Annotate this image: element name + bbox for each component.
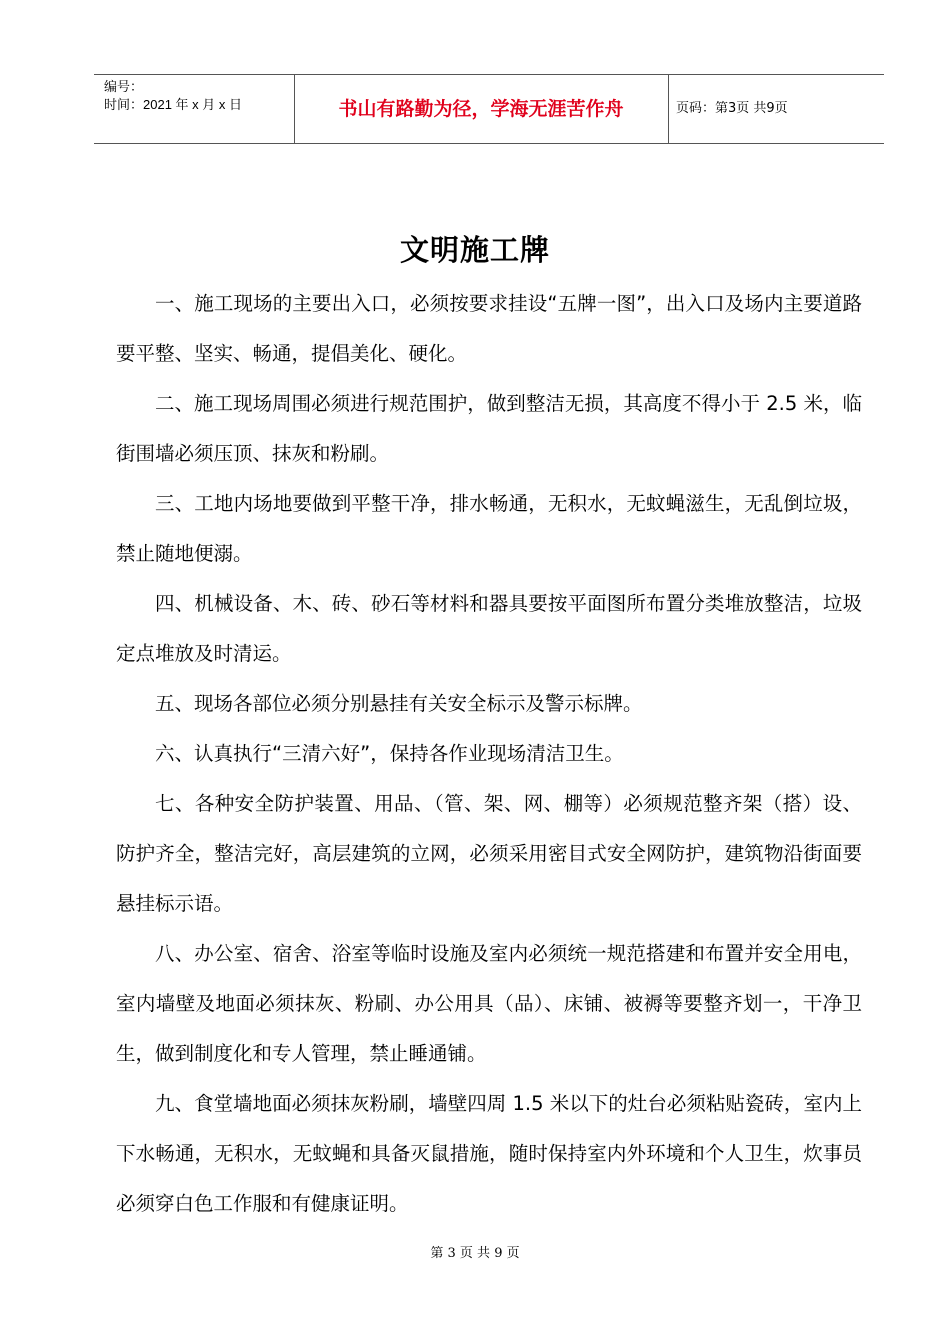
document-time-label: 时间：2021 年 x 月 x 日 bbox=[104, 97, 242, 112]
paragraph-2: 二、施工现场周围必须进行规范围护，做到整洁无损，其高度不得小于 2.5 米，临街围墙必须压顶、抹灰和粉刷。 bbox=[116, 392, 862, 465]
paragraph-1: 一、施工现场的主要出入口，必须按要求挂设“五牌一图”，出入口及场内主要道路要平整、坚实、畅通，提倡美化、硬化。 bbox=[116, 292, 862, 365]
header-page-info: 页码：第3页 共9页 bbox=[676, 101, 788, 116]
paragraph-8: 八、办公室、宿舍、浴室等临时设施及室内必须统一规范搭建和布置并安全用电，室内墙壁及地面必须抹灰、粉刷、办公用具（品）、床铺、被褥等要整齐划一，干净卫生，做到制度化和专人管理，禁止睡通铺。 bbox=[116, 942, 862, 1065]
header-motto: 书山有路勤为径，学海无涯苦作舟 bbox=[338, 98, 624, 120]
paragraph-3: 三、工地内场地要做到平整干净，排水畅通，无积水，无蚊蝇滋生，无乱倒垃圾，禁止随地便溺。 bbox=[116, 492, 862, 565]
paragraph-4: 四、机械设备、木、砖、砂石等材料和器具要按平面图所布置分类堆放整洁，垃圾定点堆放及时清运。 bbox=[116, 592, 862, 665]
document-number-label: 编号： bbox=[104, 79, 144, 94]
paragraph-7: 七、各种安全防护装置、用品、（管、架、网、棚等）必须规范整齐架（搭）设、防护齐全，整洁完好，高层建筑的立网，必须采用密目式安全网防护，建筑物沿街面要悬挂标示语。 bbox=[116, 792, 862, 915]
paragraph-5: 五、现场各部位必须分别悬挂有关安全标示及警示标牌。 bbox=[155, 692, 643, 715]
page-header bbox=[94, 74, 884, 144]
document-title: 文明施工牌 bbox=[399, 233, 550, 267]
paragraph-9: 九、食堂墙地面必须抹灰粉刷，墙壁四周 1.5 米以下的灶台必须粘贴瓷砖，室内上下水畅通，无积水，无蚊蝇和具备灭鼠措施，随时保持室内外环境和个人卫生，炊事员必须穿白色工作服和有健康证明。 bbox=[116, 1092, 862, 1215]
paragraph-6: 六、认真执行“三清六好”，保持各作业现场清洁卫生。 bbox=[155, 742, 624, 765]
header-motto-cell bbox=[294, 75, 669, 143]
header-page-cell bbox=[668, 75, 884, 143]
page-footer: 第 3 页 共 9 页 bbox=[430, 1246, 520, 1261]
document-body bbox=[116, 279, 862, 1229]
header-meta-cell bbox=[94, 75, 295, 143]
